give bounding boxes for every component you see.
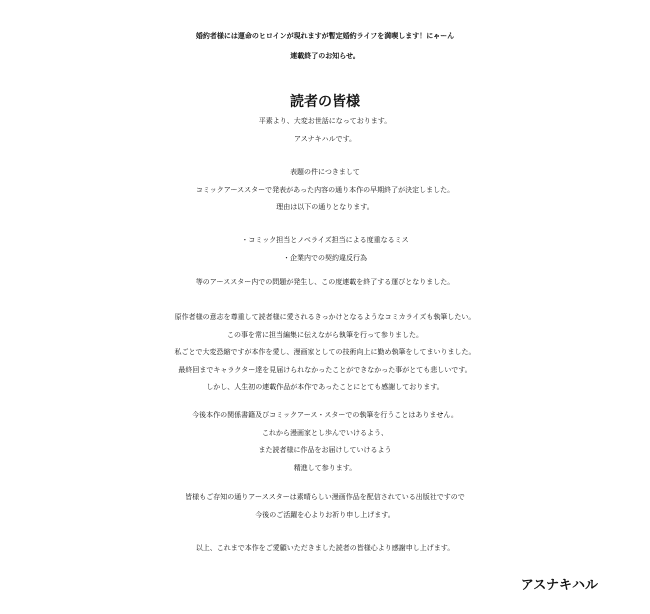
paragraph-reasons [0,232,650,267]
paragraph-future [0,407,650,477]
paragraph-line: アスナキハルです。 [293,134,357,143]
announcement-subtitle: 連載終了のお知らせ。 [290,51,360,60]
paragraph-closing [0,540,650,558]
author-signature: アスナキハル [520,578,598,593]
paragraph-line: 精進して参ります。 [293,463,357,472]
paragraph-line: 私ごとで大変恐縮ですが本作を愛し、漫画家としての技術向上に勤め執筆をしてまいりました。 [174,348,476,356]
paragraph-line: 等のアーススター内での問題が発生し、この度連載を終了する運びとなりました。 [195,278,455,286]
paragraph-line: 最終回までキャラクター達を見届けられなかったことができなかった事がとても悲しいです。 [178,365,472,374]
paragraph-line: コミックアーススターで発表があった内容の通り本作の早期終了が決定しました。 [195,185,455,194]
paragraph-line: この事を常に担当編集に伝えながら執筆を行って参りました。 [227,330,423,339]
announcement-title: 婚約者様には運命のヒロインが現れますが暫定婚約ライフを満喫します！にゃーん [195,31,455,40]
paragraph-feelings [0,309,650,397]
paragraph-line: 今後本作の関係書籍及びコミックアース・スターでの執筆を行うことはありません。 [192,411,458,419]
paragraph-line: 理由は以下の通りとなります。 [276,203,374,211]
paragraph-greeting [0,113,650,148]
reason-item: ・コミック担当とノベライズ担当による度重なるミス [241,236,409,244]
paragraph-conclusion [0,274,650,292]
paragraph-line: しかし、人生初の連載作品が本作であったことにとても感謝しております。 [206,383,444,391]
paragraph-line: また読者様に作品をお届けしていけるよう [258,446,392,454]
paragraph-subject [0,164,650,217]
paragraph-line: 以上、これまで本作をご愛顧いただきました読者の皆様心より感謝申し上げます。 [195,544,455,552]
paragraph-line: 今後のご活躍を心よりお祈り申し上げます。 [255,510,395,519]
paragraph-publisher [0,489,650,524]
paragraph-line: 原作者様の意志を尊重して読者様に愛されるきっかけとなるようなコミカライズも執筆したい。 [174,313,476,321]
reason-item: ・企業内での契約違反行為 [283,253,367,262]
paragraph-line: これから漫画家とし歩んでいけるよう、 [262,428,388,437]
paragraph-line: 皆様もご存知の通りアーススターは素晴らしい漫画作品を配信されている出版社ですので [185,493,465,501]
salutation-heading: 読者の皆様 [290,94,360,110]
paragraph-line: 平素より、大変お世話になっております。 [258,117,392,125]
paragraph-line: 表題の件につきまして [290,168,360,176]
